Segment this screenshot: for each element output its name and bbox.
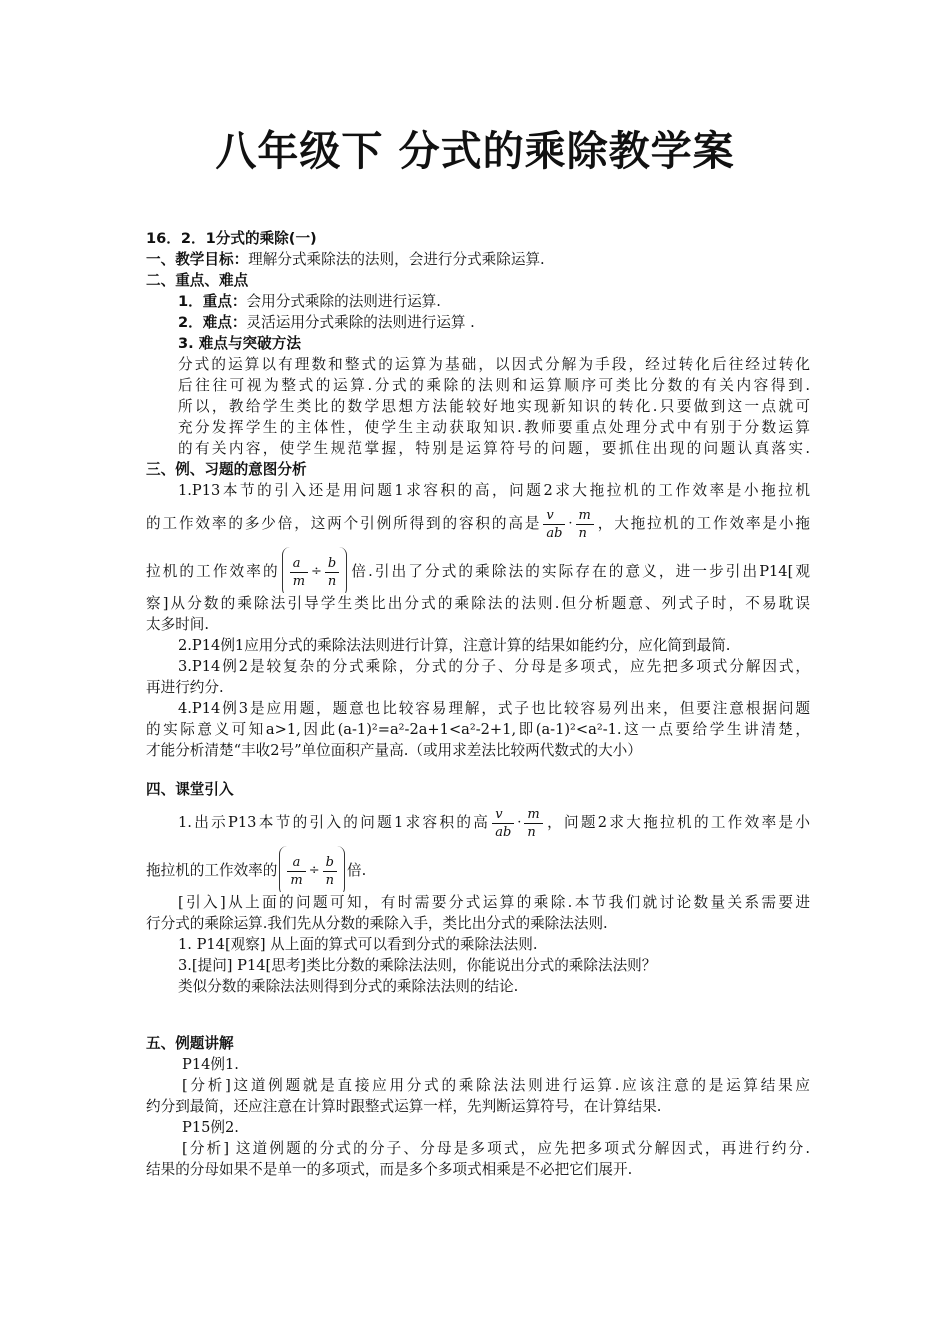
key-points-heading: 二、重点、难点	[146, 272, 249, 289]
example-1-analysis-line: 约分到最简，还应注意在计算时跟整式运算一样，先判断运算符号，在计算结果.	[146, 1098, 662, 1115]
example-1-label: P14例1.	[182, 1056, 239, 1073]
fraction-a-over-m: $\frac{a}{m}$	[287, 854, 305, 889]
teaching-goal	[146, 249, 810, 270]
analysis-paragraph-line: 再进行约分.	[146, 679, 224, 696]
analysis-paragraph-line: 4.P14例3是应用题，题意也比较容易理解，式子也比较容易列出来，但要注意根据问题	[178, 700, 810, 717]
fraction-b-over-n: $\frac{b}{n}$	[325, 555, 339, 590]
fraction-v-over-ab: $\frac{v}{ab}$	[543, 507, 565, 542]
examples-heading: 五、例题讲解	[146, 1035, 234, 1052]
key-point-2-text: 灵活运用分式乘除的法则进行运算 .	[246, 314, 475, 331]
analysis-paragraph-line: 拉机的工作效率的 $\frac{a}{m}$ ÷ $\frac{b}{n}$ 倍.引出了分式的乘除法的实际存在的意义，进一步引出P14[观	[146, 547, 810, 593]
fraction-v-over-ab: $\frac{v}{ab}$	[492, 806, 514, 841]
intro-paragraph-line: [引入]从上面的问题可知，有时需要分式运算的乘除.本节我们就讨论数量关系需要进	[178, 894, 810, 911]
page-title: 八年级下 分式的乘除教学案	[215, 127, 735, 175]
analysis-paragraph-line: 的工作效率的多少倍，这两个引例所得到的容积的高是 $\frac{v}{ab}$ · $\frac{m}{n}$ ，大拖拉机的工作效率是小拖	[146, 507, 810, 541]
fraction-m-over-n: $\frac{m}{n}$	[524, 806, 542, 841]
fraction-a-over-m: $\frac{a}{m}$	[290, 555, 308, 590]
document-body	[146, 228, 810, 1180]
analysis-paragraph-line: 察]从分数的乘除法引导学生类比出分式的乘除法的法则.但分析题意、列式子时，不易耽误	[146, 595, 810, 612]
key-point-3: 3. 难点与突破方法	[178, 335, 301, 352]
method-paragraph-line: 分式的运算以有理数和整式的运算为基础，以因式分解为手段，经过转化后往经过转化	[178, 356, 810, 373]
intro-paragraph-line: 拖拉机的工作效率的 $\frac{a}{m}$ ÷ $\frac{b}{n}$ 倍.	[146, 846, 810, 892]
key-point-2	[146, 312, 810, 333]
example-2-analysis-line: 结果的分母如果不是单一的多项式，而是多个多项式相乘是不必把它们展开.	[146, 1161, 633, 1178]
example-1-analysis-line: [分析]这道例题就是直接应用分式的乘除法法则进行运算.应该注意的是运算结果应	[182, 1077, 810, 1094]
key-point-1	[146, 291, 810, 312]
key-point-1-text: 会用分式乘除的法则进行运算.	[246, 293, 441, 310]
intro-paragraph-line: 3.[提问] P14[思考]类比分数的乘除法法则，你能说出分式的乘除法法则？	[178, 957, 657, 974]
method-paragraph-line: 充分发挥学生的主体性，使学生主动获取知识.教师要重点处理分式中有别于分数运算	[178, 419, 810, 436]
intro-paragraph-line: 类似分数的乘除法法则得到分式的乘除法法则的结论.	[178, 978, 519, 995]
method-paragraph-line: 后往往可视为整式的运算.分式的乘除的法则和运算顺序可类比分数的有关内容得到.	[178, 377, 810, 394]
method-paragraph-line: 的有关内容，使学生规范掌握，特别是运算符号的问题，要抓住出现的问题认真落实.	[178, 440, 810, 457]
analysis-paragraph-line: 3.P14例2是较复杂的分式乘除，分式的分子、分母是多项式，应先把多项式分解因式，	[178, 658, 810, 675]
analysis-paragraph-line: 太多时间.	[146, 616, 210, 633]
analysis-paragraph-line: 才能分析清楚“丰收2号”单位面积产量高.（或用求差法比较两代数式的大小）	[146, 742, 642, 759]
fraction-b-over-n: $\frac{b}{n}$	[323, 854, 337, 889]
example-2-analysis-line: [分析] 这道例题的分式的分子、分母是多项式，应先把多项式分解因式，再进行约分.	[182, 1140, 810, 1157]
analysis-paragraph-line: 的实际意义可知a>1,因此(a-1)²=a²-2a+1<a²-2+1,即(a-1)²<a²-1.这一点要给学生讲清楚，	[146, 721, 810, 738]
intro-paragraph-line: 行分式的乘除运算.我们先从分数的乘除入手，类比出分式的乘除法法则.	[146, 915, 608, 932]
analysis-paragraph-line: 1.P13本节的引入还是用问题1求容积的高，问题2求大拖拉机的工作效率是小拖拉机	[178, 482, 810, 499]
fraction-m-over-n: $\frac{m}{n}$	[576, 507, 594, 542]
example-2-label: P15例2.	[182, 1119, 239, 1136]
parenthesized-quotient: $\frac{a}{m}$ ÷ $\frac{b}{n}$	[279, 846, 345, 892]
key-point-1-label: 1．重点：	[178, 293, 247, 310]
key-point-2-label: 2．难点：	[178, 314, 247, 331]
intro-paragraph-line: 1. P14[观察] 从上面的算式可以看到分式的乘除法法则.	[178, 936, 538, 953]
intro-paragraph-line: 1.出示P13本节的引入的问题1求容积的高 $\frac{v}{ab}$ · $\frac{m}{n}$ ，问题2求大拖拉机的工作效率是小	[178, 806, 810, 840]
analysis-paragraph-line: 2.P14例1应用分式的乘除法法则进行计算，注意计算的结果如能约分，应化简到最简.	[178, 637, 731, 654]
intro-heading: 四、课堂引入	[146, 781, 234, 798]
parenthesized-quotient: $\frac{a}{m}$ ÷ $\frac{b}{n}$	[282, 547, 348, 593]
section-heading: 16．2．1分式的乘除(一)	[146, 230, 317, 247]
analysis-heading: 三、例、习题的意图分析	[146, 461, 307, 478]
method-paragraph-line: 所以，教给学生类比的数学思想方法能较好地实现新知识的转化.只要做到这一点就可	[178, 398, 810, 415]
goal-label: 一、教学目标：	[146, 251, 249, 268]
goal-text: 理解分式乘除法的法则，会进行分式乘除运算.	[248, 251, 545, 268]
